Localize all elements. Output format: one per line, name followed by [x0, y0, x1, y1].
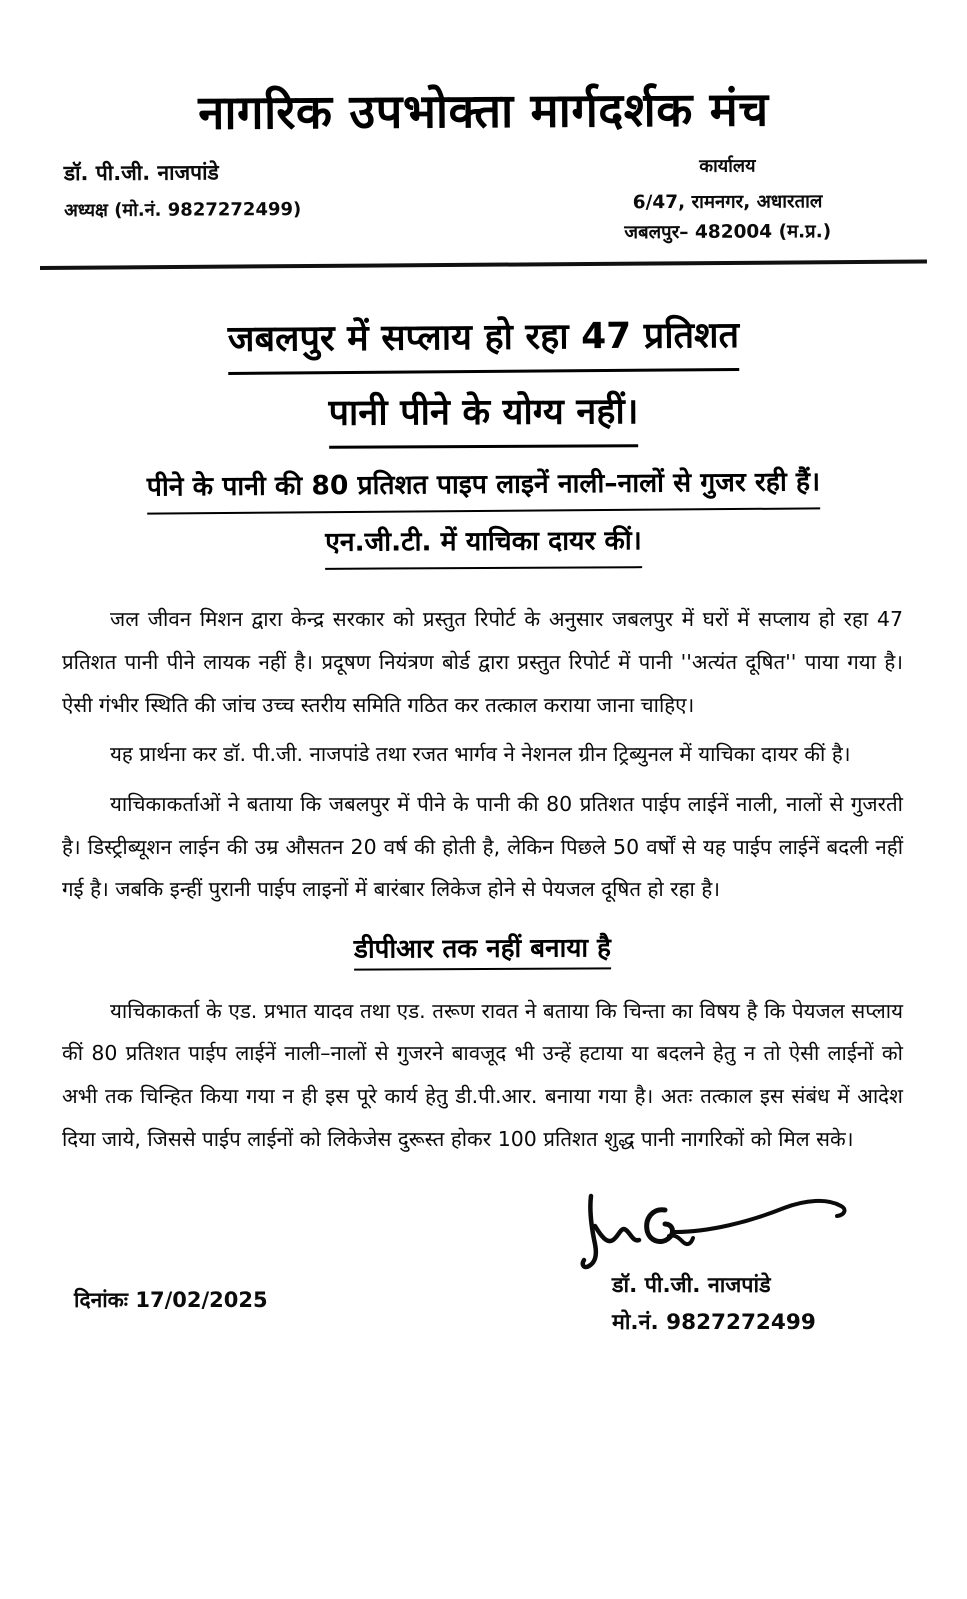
handwritten-signature-icon	[579, 1188, 849, 1274]
signatory-name: डॉ. पी.जी. नाजपांडे	[612, 1273, 771, 1299]
subheadline-line-1-wrapper	[46, 460, 921, 515]
subheadline-line-2: एन.जी.टी. में याचिका दायर कीं।	[325, 520, 642, 570]
letterhead-right-column	[624, 152, 905, 247]
office-address-line-1: 6/47, रामनगर, अधारताल	[632, 191, 823, 214]
subheadline-line-2-wrapper	[46, 518, 921, 571]
body-paragraph-2: यह प्रार्थना कर डॉ. पी.जी. नाजपांडे तथा रजत भार्गव ने नेशनल ग्रीन ट्रिब्युनल में याचिका दायर कीं है।	[110, 742, 851, 767]
body-content	[0, 598, 967, 1160]
section-heading-dpr: डीपीआर तक नहीं बनाया है	[354, 928, 611, 970]
headline-line-2: पानी पीने के योग्य नहीं।	[328, 384, 638, 448]
signatory-phone: मो.नं. 9827272499	[612, 1309, 816, 1335]
letterhead-left-column	[64, 156, 302, 225]
letterhead	[0, 0, 967, 274]
subheadline-line-1: पीने के पानी की 80 प्रतिशत पाइप लाइनें नाली–नालों से गुजर रही हैं।	[147, 461, 821, 514]
president-designation: अध्यक्ष (मो.नं. 9827272499)	[63, 198, 302, 222]
headline-line-1: जबलपुर में सप्लाय हो रहा 47 प्रतिशत	[228, 308, 740, 375]
office-address-line-2: जबलपुर– 482004 (म.प्र.)	[624, 220, 832, 243]
headline-line-1-wrapper	[46, 307, 921, 377]
section-heading-wrapper	[62, 929, 903, 970]
document-date: दिनांकः 17/02/2025	[74, 1288, 268, 1313]
letterhead-columns	[40, 152, 927, 250]
president-name: डॉ. पी.जी. नाजपांडे	[63, 160, 219, 185]
body-paragraph-4: याचिकाकर्ता के एड. प्रभात यादव तथा एड. तरूण रावत ने बताया कि चिन्ता का विषय है कि पेयजल सप्लाय कीं 80 प्रतिशत पाईप लाईनें नाली–नालों से गुजरने बावजूद भी उन्हें हटाया या बदलने हेतु न तो ऐसी लाईनों को अभी तक चिन्हित किया गया न ही इस पूरे कार्य हेतु डी.पी.आर. बनाया गया है। अतः तत्काल इस संबंध में आदेश दिया जाये, जिससे पाईप लाईनों को लिकेजेस दुरूस्त होकर 100 प्रतिशत शुद्ध पानी नागरिकों को मिल सके।	[62, 998, 903, 1151]
headline-line-2-wrapper	[46, 383, 921, 450]
signatory-block	[612, 1268, 816, 1341]
letterhead-divider	[40, 262, 927, 274]
headline-block	[0, 310, 967, 568]
body-paragraph-1: जल जीवन मिशन द्वारा केन्द्र सरकार को प्रस्तुत रिपोर्ट के अनुसार जबलपुर में घरों में सप्लाय हो रहा 47 प्रतिशत पानी पीने लायक नहीं है। प्रदूषण नियंत्रण बोर्ड द्वारा प्रस्तुत रिपोर्ट में पानी ''अत्यंत दूषित'' पाया गया है। ऐसी गंभीर स्थिति की जांच उच्च स्तरीय समिति गठित कर तत्काल कराया जाना चाहिए।	[62, 607, 903, 717]
organization-title: नागरिक उपभोक्ता मार्गदर्शक मंच	[198, 82, 769, 141]
office-label: कार्यालय	[699, 155, 756, 177]
signature-area	[0, 1186, 967, 1376]
body-paragraph-3: याचिकाकर्ताओं ने बताया कि जबलपुर में पीने के पानी की 80 प्रतिशत पाईप लाईनें नाली, नालों से गुजरती है। डिस्ट्रीब्यूशन लाईन की उम्र औसतन 20 वर्ष की होती है, लेकिन पिछले 50 वर्षों से यह पाईप लाईनें बदली नहीं गई है। जबकि इन्हीं पुरानी पाईप लाइनों में बारंबार लिकेज होने से पेयजल दूषित हो रहा है।	[62, 791, 903, 902]
